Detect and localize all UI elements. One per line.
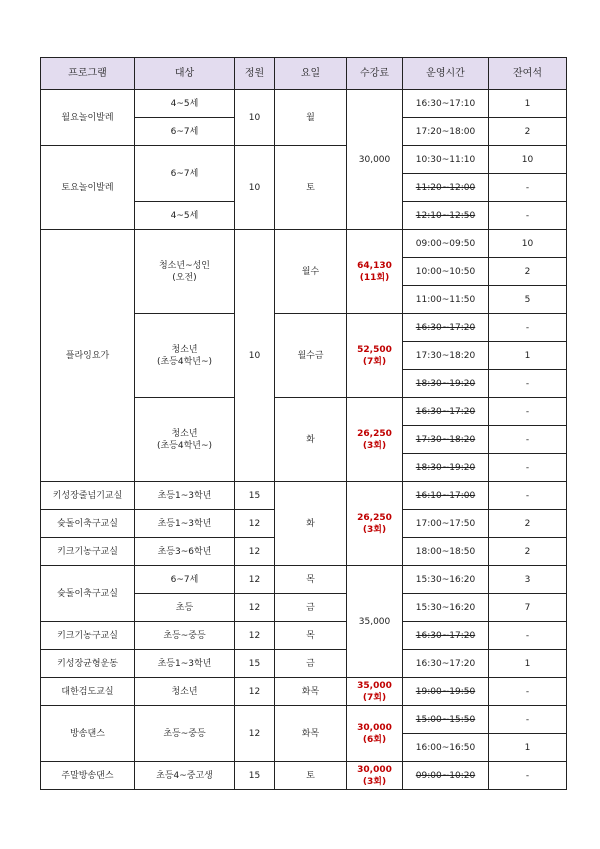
capacity-cell: 12 xyxy=(235,510,275,538)
time-cell: 09:00~10:20 xyxy=(403,762,489,790)
fee-cell xyxy=(347,398,403,482)
fee-amount: 26,250 xyxy=(357,428,392,439)
capacity-cell: 12 xyxy=(235,706,275,762)
time-cell: 16:30~17:20 xyxy=(403,314,489,342)
table-row xyxy=(41,678,567,706)
remaining-cell: 2 xyxy=(489,118,567,146)
day-cell: 토 xyxy=(275,146,347,230)
capacity-cell: 12 xyxy=(235,594,275,622)
table-row xyxy=(41,482,567,510)
target-cell: 초등4~중고생 xyxy=(135,762,235,790)
target-cell: 6~7세 xyxy=(135,146,235,202)
day-cell: 토 xyxy=(275,762,347,790)
table-row xyxy=(41,146,567,174)
time-cell: 16:00~16:50 xyxy=(403,734,489,762)
fee-sessions: (7회) xyxy=(362,356,387,367)
remaining-cell: 3 xyxy=(489,566,567,594)
program-name: 키성장균형운동 xyxy=(41,650,135,678)
remaining-cell: 1 xyxy=(489,90,567,118)
fee-amount: 64,130 xyxy=(357,260,392,271)
time-cell: 19:00~19:50 xyxy=(403,678,489,706)
capacity-cell: 12 xyxy=(235,566,275,594)
remaining-cell: - xyxy=(489,202,567,230)
target-cell: 초등~중등 xyxy=(135,706,235,762)
fee-amount: 26,250 xyxy=(357,512,392,523)
table-row xyxy=(41,706,567,734)
header-row xyxy=(41,58,567,90)
capacity-cell: 10 xyxy=(235,146,275,230)
target-line: (초등4학년~) xyxy=(156,440,213,451)
target-line: 청소년~성인 xyxy=(158,260,210,271)
day-cell: 목 xyxy=(275,566,347,594)
header-time: 운영시간 xyxy=(403,58,489,90)
day-cell: 월 xyxy=(275,90,347,146)
fee-cell xyxy=(347,230,403,314)
capacity-cell: 10 xyxy=(235,230,275,482)
remaining-cell: - xyxy=(489,426,567,454)
header-program: 프로그램 xyxy=(41,58,135,90)
time-cell: 16:30~17:20 xyxy=(403,622,489,650)
schedule-table xyxy=(40,57,567,790)
time-cell: 18:30~19:20 xyxy=(403,370,489,398)
time-cell: 18:30~19:20 xyxy=(403,454,489,482)
target-cell: 6~7세 xyxy=(135,566,235,594)
day-cell: 월수 xyxy=(275,230,347,314)
table-row xyxy=(41,230,567,258)
header-fee: 수강료 xyxy=(347,58,403,90)
fee-sessions: (3회) xyxy=(362,776,387,787)
remaining-cell: 5 xyxy=(489,286,567,314)
fee-cell xyxy=(347,706,403,762)
time-cell: 15:30~16:20 xyxy=(403,566,489,594)
target-cell: 청소년 xyxy=(135,678,235,706)
remaining-cell: - xyxy=(489,398,567,426)
time-cell: 17:00~17:50 xyxy=(403,510,489,538)
day-cell: 화 xyxy=(275,482,347,566)
time-cell: 16:10~17:00 xyxy=(403,482,489,510)
capacity-cell: 15 xyxy=(235,482,275,510)
capacity-cell: 10 xyxy=(235,90,275,146)
time-cell: 15:30~16:20 xyxy=(403,594,489,622)
program-name: 키크기농구교실 xyxy=(41,622,135,650)
time-cell: 18:00~18:50 xyxy=(403,538,489,566)
target-cell: 초등~중등 xyxy=(135,622,235,650)
program-name: 플라잉요가 xyxy=(41,230,135,482)
day-cell: 화 xyxy=(275,398,347,482)
fee-cell xyxy=(347,482,403,566)
table-row xyxy=(41,762,567,790)
header-day: 요일 xyxy=(275,58,347,90)
table-row xyxy=(41,650,567,678)
capacity-cell: 15 xyxy=(235,762,275,790)
fee-sessions: (3회) xyxy=(362,524,387,535)
time-cell: 11:00~11:50 xyxy=(403,286,489,314)
table-row xyxy=(41,622,567,650)
fee-cell xyxy=(347,762,403,790)
program-name: 토요놀이발레 xyxy=(41,146,135,230)
program-name: 주말방송댄스 xyxy=(41,762,135,790)
day-cell: 금 xyxy=(275,594,347,622)
header-remaining: 잔여석 xyxy=(489,58,567,90)
target-cell xyxy=(135,230,235,314)
fee-amount: 30,000 xyxy=(357,722,392,733)
capacity-cell: 15 xyxy=(235,650,275,678)
fee-sessions: (7회) xyxy=(362,692,387,703)
fee-sessions: (3회) xyxy=(362,440,387,451)
time-cell: 16:30~17:20 xyxy=(403,398,489,426)
capacity-cell: 12 xyxy=(235,678,275,706)
remaining-cell: 7 xyxy=(489,594,567,622)
target-cell: 초등3~6학년 xyxy=(135,538,235,566)
target-cell xyxy=(135,398,235,482)
table-row xyxy=(41,566,567,594)
target-cell: 초등1~3학년 xyxy=(135,650,235,678)
target-line: (오전) xyxy=(172,272,197,283)
day-cell: 금 xyxy=(275,650,347,678)
header-target: 대상 xyxy=(135,58,235,90)
time-cell: 10:30~11:10 xyxy=(403,146,489,174)
target-cell: 4~5세 xyxy=(135,90,235,118)
program-name: 키성장줄넘기교실 xyxy=(41,482,135,510)
time-cell: 09:00~09:50 xyxy=(403,230,489,258)
fee-amount: 52,500 xyxy=(357,344,392,355)
fee-sessions: (6회) xyxy=(362,734,387,745)
remaining-cell: - xyxy=(489,174,567,202)
remaining-cell: 1 xyxy=(489,734,567,762)
target-line: 청소년 xyxy=(171,428,198,439)
time-cell: 15:00~15:50 xyxy=(403,706,489,734)
target-cell: 초등1~3학년 xyxy=(135,482,235,510)
day-cell: 화목 xyxy=(275,678,347,706)
capacity-cell: 12 xyxy=(235,538,275,566)
fee-cell: 30,000 xyxy=(347,90,403,230)
fee-amount: 35,000 xyxy=(357,680,392,691)
target-cell: 6~7세 xyxy=(135,118,235,146)
fee-amount: 30,000 xyxy=(357,764,392,775)
remaining-cell: 2 xyxy=(489,510,567,538)
target-line: 청소년 xyxy=(171,344,198,355)
time-cell: 12:10~12:50 xyxy=(403,202,489,230)
time-cell: 17:20~18:00 xyxy=(403,118,489,146)
time-cell: 16:30~17:10 xyxy=(403,90,489,118)
remaining-cell: - xyxy=(489,314,567,342)
program-name: 대한검도교실 xyxy=(41,678,135,706)
remaining-cell: 2 xyxy=(489,538,567,566)
time-cell: 17:30~18:20 xyxy=(403,342,489,370)
target-cell xyxy=(135,314,235,398)
remaining-cell: 10 xyxy=(489,146,567,174)
fee-cell xyxy=(347,678,403,706)
remaining-cell: 1 xyxy=(489,650,567,678)
header-capacity: 정원 xyxy=(235,58,275,90)
remaining-cell: 2 xyxy=(489,258,567,286)
day-cell: 월수금 xyxy=(275,314,347,398)
program-name: 월요놀이발레 xyxy=(41,90,135,146)
program-name: 슛돌이축구교실 xyxy=(41,510,135,538)
fee-sessions: (11회) xyxy=(359,272,390,283)
fee-cell xyxy=(347,314,403,398)
remaining-cell: - xyxy=(489,370,567,398)
target-cell: 4~5세 xyxy=(135,202,235,230)
fee-cell: 35,000 xyxy=(347,566,403,678)
time-cell: 10:00~10:50 xyxy=(403,258,489,286)
program-name: 슛돌이축구교실 xyxy=(41,566,135,622)
remaining-cell: - xyxy=(489,622,567,650)
remaining-cell: - xyxy=(489,762,567,790)
time-cell: 11:20~12:00 xyxy=(403,174,489,202)
target-line: (초등4학년~) xyxy=(156,356,213,367)
target-cell: 초등1~3학년 xyxy=(135,510,235,538)
remaining-cell: - xyxy=(489,706,567,734)
remaining-cell: - xyxy=(489,678,567,706)
remaining-cell: 1 xyxy=(489,342,567,370)
table-row xyxy=(41,90,567,118)
remaining-cell: - xyxy=(489,454,567,482)
day-cell: 목 xyxy=(275,622,347,650)
capacity-cell: 12 xyxy=(235,622,275,650)
day-cell: 화목 xyxy=(275,706,347,762)
remaining-cell: - xyxy=(489,482,567,510)
program-name: 방송댄스 xyxy=(41,706,135,762)
time-cell: 17:30~18:20 xyxy=(403,426,489,454)
remaining-cell: 10 xyxy=(489,230,567,258)
target-cell: 초등 xyxy=(135,594,235,622)
program-name: 키크기농구교실 xyxy=(41,538,135,566)
time-cell: 16:30~17:20 xyxy=(403,650,489,678)
